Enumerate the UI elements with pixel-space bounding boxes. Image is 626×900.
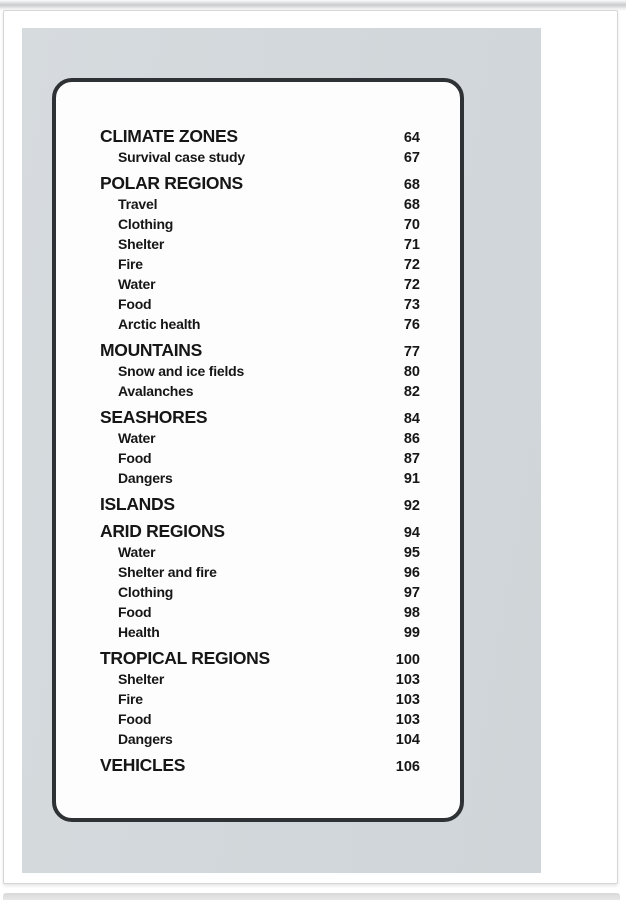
- toc-page-number: 84: [403, 411, 420, 427]
- toc-page-number: 77: [403, 344, 420, 360]
- toc-page-number: 91: [403, 471, 420, 487]
- toc-item-label: Fire: [118, 691, 143, 707]
- toc-page-number: 73: [403, 297, 420, 313]
- toc-section: [56, 125, 460, 167]
- toc-item-label: Fire: [118, 256, 143, 272]
- toc-item-label: Food: [118, 711, 152, 727]
- toc-section-header-row: [56, 493, 460, 515]
- toc-page-number: 68: [403, 177, 420, 193]
- toc-item-label: Travel: [118, 196, 158, 212]
- toc-page-number: 100: [395, 652, 420, 668]
- toc-page-number: 99: [403, 625, 420, 641]
- toc-section-title: CLIMATE ZONES: [100, 126, 238, 146]
- toc-page-number: 103: [395, 672, 420, 688]
- toc-section-title: ARID REGIONS: [100, 521, 225, 541]
- toc-item-label: Food: [118, 450, 152, 466]
- toc-item-row: [56, 294, 460, 314]
- toc-section-header-row: [56, 406, 460, 428]
- toc-section-header-row: [56, 172, 460, 194]
- scan-viewer-card: [3, 10, 618, 884]
- toc-item-row: [56, 689, 460, 709]
- toc-section-header-row: [56, 339, 460, 361]
- toc-section-title: ISLANDS: [100, 494, 175, 514]
- toc-item-label: Shelter: [118, 236, 165, 252]
- toc-item-row: [56, 428, 460, 448]
- toc-item-row: [56, 622, 460, 642]
- toc-item-row: [56, 194, 460, 214]
- toc-section-title: MOUNTAINS: [100, 340, 202, 360]
- toc-item-label: Food: [118, 604, 152, 620]
- toc-section: [56, 493, 460, 515]
- toc-item-row: [56, 274, 460, 294]
- toc-item-label: Arctic health: [118, 316, 201, 332]
- toc-item-label: Shelter and fire: [118, 564, 217, 580]
- toc-section-header-row: [56, 520, 460, 542]
- toc-section: [56, 339, 460, 401]
- toc-item-row: [56, 361, 460, 381]
- toc-section-title: VEHICLES: [100, 755, 186, 775]
- toc-page-number: 76: [403, 317, 420, 333]
- toc-item-label: Clothing: [118, 216, 174, 232]
- toc-item-row: [56, 729, 460, 749]
- toc-page-number: 96: [403, 565, 420, 581]
- toc-page-number: 70: [403, 217, 420, 233]
- toc-page-number: 94: [403, 525, 420, 541]
- toc-item-row: [56, 234, 460, 254]
- toc-item-row: [56, 214, 460, 234]
- toc-item-row: [56, 147, 460, 167]
- toc-item-row: [56, 448, 460, 468]
- toc-page-number: 98: [403, 605, 420, 621]
- toc-item-row: [56, 602, 460, 622]
- toc-item-label: Avalanches: [118, 383, 194, 399]
- toc-item-label: Clothing: [118, 584, 174, 600]
- toc-item-label: Water: [118, 430, 156, 446]
- toc-page-number: 103: [395, 692, 420, 708]
- toc-item-label: Shelter: [118, 671, 165, 687]
- toc-item-label: Dangers: [118, 731, 173, 747]
- toc-item-row: [56, 314, 460, 334]
- toc-page-number: 106: [395, 759, 420, 775]
- toc-page-number: 68: [403, 197, 420, 213]
- toc-item-label: Health: [118, 624, 160, 640]
- toc-page-number: 82: [403, 384, 420, 400]
- toc-page-number: 71: [403, 237, 420, 253]
- toc-page-number: 95: [403, 545, 420, 561]
- toc-page-number: 86: [403, 431, 420, 447]
- toc-item-row: [56, 254, 460, 274]
- toc-item-label: Water: [118, 276, 156, 292]
- toc-page-number: 64: [403, 130, 420, 146]
- toc-page-number: 97: [403, 585, 420, 601]
- toc-item-row: [56, 562, 460, 582]
- toc-section: [56, 172, 460, 334]
- toc-item-row: [56, 582, 460, 602]
- toc-item-label: Survival case study: [118, 149, 245, 165]
- toc-item-row: [56, 669, 460, 689]
- toc-page-number: 72: [403, 257, 420, 273]
- toc-section: [56, 754, 460, 776]
- toc-page-number: 67: [403, 150, 420, 166]
- toc-page-number: 103: [395, 712, 420, 728]
- toc-item-row: [56, 542, 460, 562]
- toc-page-number: 72: [403, 277, 420, 293]
- toc-page-number: 80: [403, 364, 420, 380]
- toc-item-label: Water: [118, 544, 156, 560]
- toc-section-header-row: [56, 647, 460, 669]
- toc-item-label: Food: [118, 296, 152, 312]
- toc-section-header-row: [56, 125, 460, 147]
- toc-section-header-row: [56, 754, 460, 776]
- toc-page-number: 104: [395, 732, 420, 748]
- toc-section-title: SEASHORES: [100, 407, 208, 427]
- toc-item-row: [56, 381, 460, 401]
- toc-section: [56, 406, 460, 488]
- toc-panel: [52, 78, 464, 822]
- toc-section: [56, 520, 460, 642]
- toc-page-number: 87: [403, 451, 420, 467]
- book-page-photo: [22, 28, 541, 873]
- next-card-edge: [3, 893, 620, 900]
- toc-item-label: Dangers: [118, 470, 173, 486]
- table-of-contents: [56, 125, 460, 776]
- toc-section-title: POLAR REGIONS: [100, 173, 243, 193]
- toc-item-row: [56, 709, 460, 729]
- toc-item-label: Snow and ice fields: [118, 363, 245, 379]
- toc-item-row: [56, 468, 460, 488]
- toc-section-title: TROPICAL REGIONS: [100, 648, 270, 668]
- toc-page-number: 92: [403, 498, 420, 514]
- toc-section: [56, 647, 460, 749]
